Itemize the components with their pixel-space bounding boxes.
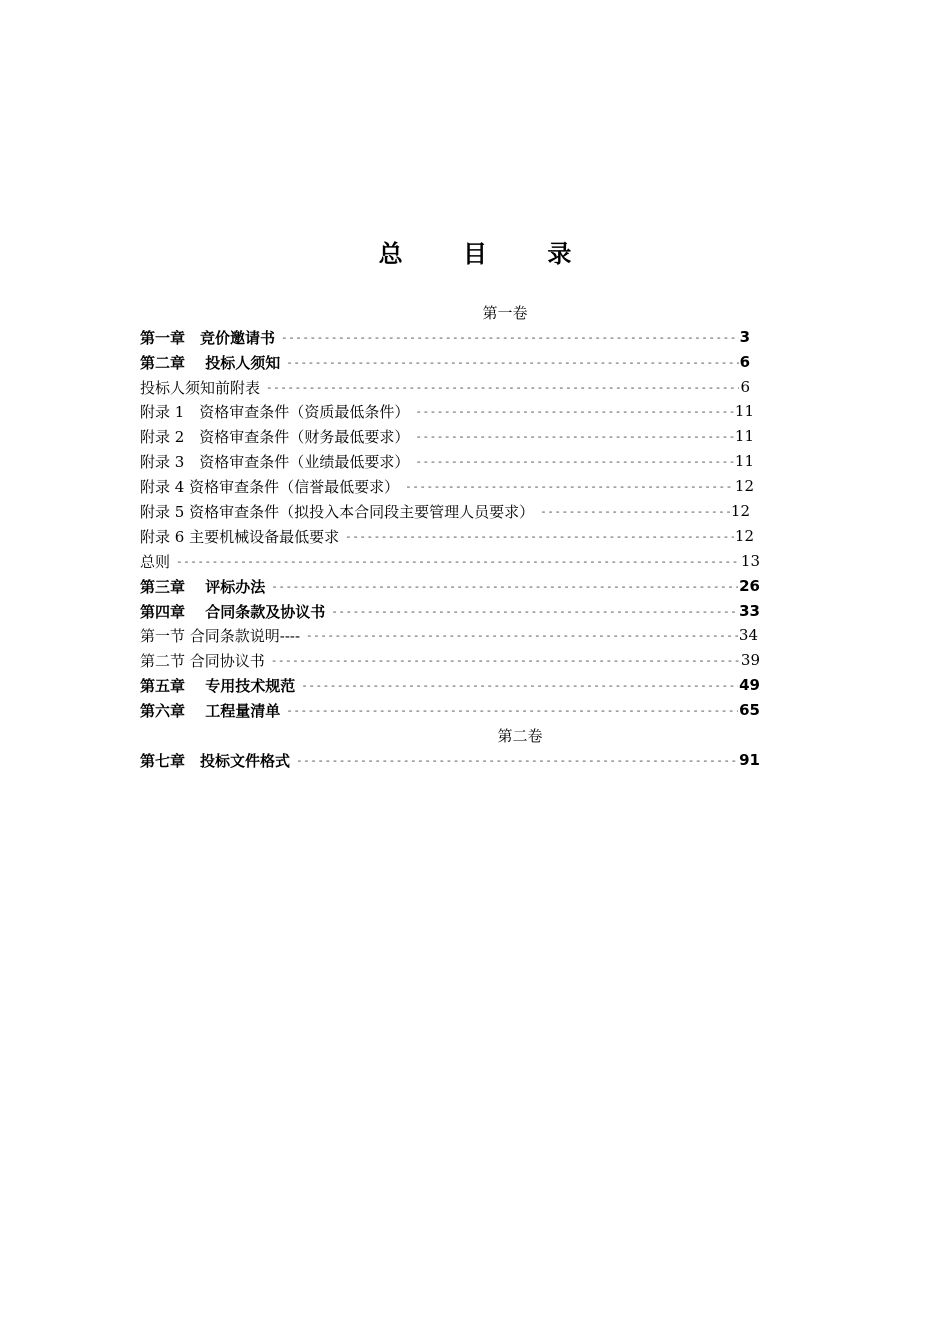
toc-leader [415, 405, 734, 418]
page-title: 总 目 录 [378, 240, 598, 268]
toc-entry [140, 376, 750, 398]
toc-entry-page: 39 [740, 651, 760, 669]
toc-entry-label: 附录 2 资格审查条件（财务最低要求） [140, 427, 410, 446]
toc-entry-label: 第一章 竞价邀请书 [140, 328, 276, 347]
toc-entry-page: 34 [738, 626, 758, 644]
toc-entry-page: 11 [734, 427, 754, 445]
toc-entry [140, 500, 750, 522]
toc-leader [296, 754, 738, 767]
toc-entry [140, 425, 754, 447]
toc-leader [540, 505, 730, 518]
toc-entry-label: 附录 5 资格审查条件（拟投入本合同段主要管理人员要求） [140, 502, 535, 521]
toc-entry [140, 749, 760, 771]
toc-entry [140, 550, 760, 572]
toc-entry [140, 351, 750, 373]
toc-entry [140, 674, 760, 696]
toc-entry-page: 12 [734, 527, 754, 545]
toc-entry-page: 12 [734, 477, 754, 495]
toc-entry-label: 第二节 合同协议书 [140, 651, 265, 670]
toc-entry-page: 6 [739, 353, 750, 371]
toc-entry-label: 第四章 合同条款及协议书 [140, 602, 326, 621]
toc-entry-label: 第二章 投标人须知 [140, 353, 281, 372]
toc-leader [405, 480, 734, 493]
toc-leader [415, 455, 734, 468]
toc-leader [306, 629, 738, 642]
toc-entry-page: 12 [730, 502, 750, 520]
toc-entry [140, 699, 760, 721]
toc-entry-page: 65 [739, 701, 760, 719]
toc-entry-label: 第五章 专用技术规范 [140, 676, 296, 695]
toc-leader [266, 381, 739, 394]
toc-leader [331, 605, 738, 618]
toc-entry-page: 13 [740, 552, 760, 570]
toc-entry-label: 附录 4 资格审查条件（信誉最低要求） [140, 477, 400, 496]
toc-entry-page: 11 [734, 402, 754, 420]
toc-entry-label: 附录 3 资格审查条件（业绩最低要求） [140, 452, 410, 471]
toc-entry [140, 525, 754, 547]
toc-leader [176, 555, 740, 568]
toc-entry [140, 575, 760, 597]
toc-entry-label: 第六章 工程量清单 [140, 701, 281, 720]
toc-entry [140, 600, 760, 622]
toc-entry-label: 第三章 评标办法 [140, 577, 266, 596]
volume-heading-2: 第二卷 [497, 727, 543, 745]
toc-entry [140, 450, 754, 472]
toc-leader [345, 530, 734, 543]
toc-entry-page: 33 [739, 602, 760, 620]
toc-leader [301, 679, 738, 692]
toc-entry-label: 第七章 投标文件格式 [140, 751, 291, 770]
toc-entry-label: 附录 6 主要机械设备最低要求 [140, 527, 340, 546]
toc-leader [281, 331, 739, 344]
toc-leader [286, 356, 738, 369]
toc-entry-page: 6 [740, 378, 750, 396]
toc-entry [140, 326, 750, 348]
toc-entry-page: 3 [739, 328, 750, 346]
toc-entry-label: 总则 [140, 552, 171, 571]
toc-entry [140, 649, 760, 671]
toc-leader [415, 430, 734, 443]
toc-entry-page: 26 [739, 577, 760, 595]
toc-entry-label: 投标人须知前附表 [140, 378, 261, 397]
toc-entry [140, 475, 754, 497]
toc-entry-label: 第一节 合同条款说明---- [140, 626, 301, 645]
toc-entry-page: 91 [739, 751, 760, 769]
toc-entry-label: 附录 1 资格审查条件（资质最低条件） [140, 402, 410, 421]
toc-entry [140, 400, 754, 422]
toc-leader [271, 580, 738, 593]
toc-leader [271, 654, 740, 667]
toc-entry-page: 49 [739, 676, 760, 694]
volume-heading-1: 第一卷 [482, 304, 528, 322]
toc-entry [140, 624, 758, 646]
toc-entry-page: 11 [734, 452, 754, 470]
toc-leader [286, 704, 738, 717]
